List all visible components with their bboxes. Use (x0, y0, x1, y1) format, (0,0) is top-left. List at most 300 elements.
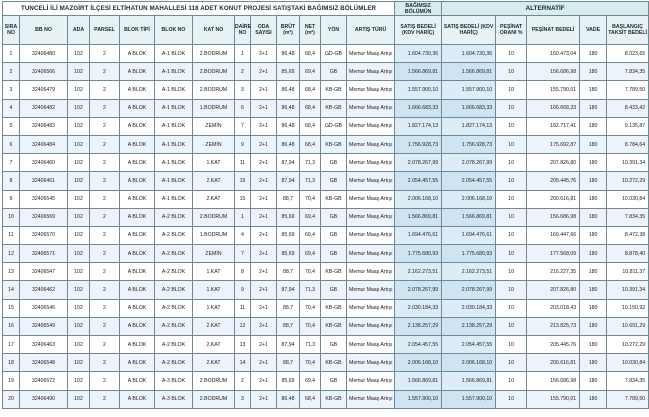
cell-satis-bedeli-alt: 2.006.168,10 (442, 354, 496, 372)
cell-parsel: 2 (90, 154, 120, 172)
cell-blok-tipi: A BLOK (120, 354, 155, 372)
cell-oda-sayisi: 2+1 (251, 135, 277, 153)
cell-vade: 180 (580, 336, 607, 354)
cell-net: 71,3 (300, 281, 321, 299)
cell-bb-no: 32406566 (20, 63, 68, 81)
cell-daire-no: 12 (235, 317, 251, 335)
cell-sira-no: 3 (3, 81, 20, 99)
cell-ada: 102 (68, 117, 90, 135)
table-row (3, 190, 649, 208)
cell-parsel: 2 (90, 390, 120, 408)
cell-vade: 180 (580, 245, 607, 263)
cell-satis-bedeli-alt: 1.827.174,13 (442, 117, 496, 135)
cell-kat-no: 1.BODRUM (193, 99, 235, 117)
cell-vade: 180 (580, 45, 607, 63)
cell-parsel: 2 (90, 81, 120, 99)
cell-parsel: 2 (90, 245, 120, 263)
cell-pesinat-orani: 10 (496, 45, 527, 63)
col-header: BB NO (20, 16, 68, 45)
cell-blok-no: A-2 BLOK (155, 317, 193, 335)
cell-sira-no: 4 (3, 99, 20, 117)
cell-brut: 86,48 (277, 135, 300, 153)
cell-vade: 180 (580, 63, 607, 81)
cell-pesinat-bedeli: 156.686,98 (527, 63, 580, 81)
cell-pesinat-orani: 10 (496, 208, 527, 226)
cell-kat-no: 1.KAT (193, 154, 235, 172)
cell-taksit-bedeli: 10.811,37 (607, 263, 649, 281)
cell-ada: 102 (68, 154, 90, 172)
cell-satis-bedeli: 1.756.928,73 (395, 135, 442, 153)
cell-blok-tipi: A BLOK (120, 317, 155, 335)
cell-taksit-bedeli: 10.391,34 (607, 281, 649, 299)
cell-yon: GD-GB (321, 117, 347, 135)
table-row (3, 63, 649, 81)
cell-artis-turu: Memur Maaş Artışı (347, 63, 395, 81)
cell-kat-no: 1.KAT (193, 281, 235, 299)
cell-sira-no: 15 (3, 299, 20, 317)
cell-ada: 102 (68, 336, 90, 354)
cell-kat-no: ZEMİN (193, 117, 235, 135)
cell-artis-turu: Memur Maaş Artışı (347, 263, 395, 281)
cell-ada: 102 (68, 317, 90, 335)
col-header: SATIŞ BEDELİ (KDV HARİÇ) (442, 16, 496, 45)
cell-vade: 180 (580, 117, 607, 135)
cell-satis-bedeli-alt: 2.078.267,99 (442, 154, 496, 172)
cell-daire-no: 11 (235, 154, 251, 172)
cell-net: 69,4 (300, 372, 321, 390)
cell-artis-turu: Memur Maaş Artışı (347, 172, 395, 190)
col-header: BAŞLANGIÇ TAKSİT BEDELİ (607, 16, 649, 45)
cell-vade: 180 (580, 226, 607, 244)
cell-oda-sayisi: 2+1 (251, 354, 277, 372)
col-header: PARSEL (90, 16, 120, 45)
cell-daire-no: 3 (235, 390, 251, 408)
table-row (3, 226, 649, 244)
cell-yon: GB (321, 172, 347, 190)
cell-taksit-bedeli: 8.433,42 (607, 99, 649, 117)
cell-yon: KB-GB (321, 263, 347, 281)
cell-blok-no: A-1 BLOK (155, 154, 193, 172)
cell-daire-no: 15 (235, 190, 251, 208)
cell-pesinat-bedeli: 160.473,04 (527, 45, 580, 63)
cell-parsel: 2 (90, 299, 120, 317)
cell-brut: 87,94 (277, 172, 300, 190)
cell-kat-no: 2.BODRUM (193, 63, 235, 81)
cell-sira-no: 18 (3, 354, 20, 372)
cell-oda-sayisi: 2+1 (251, 281, 277, 299)
table-row (3, 372, 649, 390)
cell-daire-no: 2 (235, 63, 251, 81)
cell-artis-turu: Memur Maaş Artışı (347, 154, 395, 172)
cell-bb-no: 32406463 (20, 336, 68, 354)
cell-kat-no: 2.KAT (193, 354, 235, 372)
cell-blok-tipi: A BLOK (120, 336, 155, 354)
cell-sira-no: 8 (3, 172, 20, 190)
cell-pesinat-bedeli: 175.692,87 (527, 135, 580, 153)
cell-ada: 102 (68, 263, 90, 281)
cell-ada: 102 (68, 281, 90, 299)
cell-blok-tipi: A BLOK (120, 81, 155, 99)
cell-vade: 180 (580, 299, 607, 317)
cell-daire-no: 9 (235, 135, 251, 153)
cell-pesinat-orani: 10 (496, 263, 527, 281)
cell-yon: GB (321, 336, 347, 354)
cell-daire-no: 3 (235, 81, 251, 99)
cell-brut: 88,7 (277, 299, 300, 317)
cell-bb-no: 32406480 (20, 45, 68, 63)
cell-taksit-bedeli: 10.030,84 (607, 190, 649, 208)
cell-pesinat-bedeli: 200.616,81 (527, 354, 580, 372)
cell-parsel: 2 (90, 63, 120, 81)
cell-pesinat-orani: 10 (496, 99, 527, 117)
cell-net: 70,4 (300, 354, 321, 372)
cell-satis-bedeli: 1.566.869,81 (395, 208, 442, 226)
cell-pesinat-bedeli: 166.668,33 (527, 99, 580, 117)
cell-net: 68,4 (300, 390, 321, 408)
cell-ada: 102 (68, 226, 90, 244)
table-row (3, 135, 649, 153)
cell-brut: 86,48 (277, 99, 300, 117)
cell-parsel: 2 (90, 317, 120, 335)
cell-taksit-bedeli: 9.135,87 (607, 117, 649, 135)
cell-ada: 102 (68, 135, 90, 153)
cell-daire-no: 11 (235, 299, 251, 317)
cell-taksit-bedeli: 10.150,92 (607, 299, 649, 317)
cell-yon: KB-GB (321, 317, 347, 335)
cell-kat-no: 2.KAT (193, 190, 235, 208)
cell-satis-bedeli: 1.557.900,10 (395, 81, 442, 99)
cell-blok-tipi: A BLOK (120, 99, 155, 117)
cell-taksit-bedeli: 10.272,29 (607, 172, 649, 190)
cell-blok-tipi: A BLOK (120, 372, 155, 390)
cell-blok-no: A-3 BLOK (155, 372, 193, 390)
cell-daire-no: 8 (235, 263, 251, 281)
cell-satis-bedeli: 1.827.174,13 (395, 117, 442, 135)
cell-blok-tipi: A BLOK (120, 135, 155, 153)
cell-pesinat-orani: 10 (496, 390, 527, 408)
cell-ada: 102 (68, 354, 90, 372)
table-row (3, 81, 649, 99)
cell-pesinat-orani: 10 (496, 354, 527, 372)
cell-satis-bedeli-alt: 1.566.869,81 (442, 63, 496, 81)
col-header: SIRA NO (3, 16, 20, 45)
cell-sira-no: 2 (3, 63, 20, 81)
cell-bb-no: 32406572 (20, 372, 68, 390)
cell-parsel: 2 (90, 263, 120, 281)
cell-blok-no: A-1 BLOK (155, 63, 193, 81)
cell-pesinat-bedeli: 169.447,66 (527, 226, 580, 244)
cell-vade: 180 (580, 354, 607, 372)
table-row (3, 263, 649, 281)
cell-blok-tipi: A BLOK (120, 208, 155, 226)
cell-taksit-bedeli: 8.784,64 (607, 135, 649, 153)
cell-sira-no: 20 (3, 390, 20, 408)
group-header-bagimsiz: BAĞIMSIZ BÖLÜMÜN (395, 2, 442, 16)
cell-yon: GB (321, 245, 347, 263)
cell-kat-no: 2.KAT (193, 317, 235, 335)
cell-daire-no: 1 (235, 45, 251, 63)
cell-net: 68,4 (300, 81, 321, 99)
cell-blok-no: A-2 BLOK (155, 281, 193, 299)
cell-bb-no: 32406546 (20, 299, 68, 317)
cell-sira-no: 17 (3, 336, 20, 354)
cell-vade: 180 (580, 208, 607, 226)
cell-yon: GB (321, 208, 347, 226)
cell-artis-turu: Memur Maaş Artışı (347, 208, 395, 226)
cell-sira-no: 16 (3, 317, 20, 335)
cell-taksit-bedeli: 7.834,35 (607, 372, 649, 390)
cell-sira-no: 12 (3, 245, 20, 263)
cell-pesinat-orani: 10 (496, 372, 527, 390)
cell-pesinat-bedeli: 177.568,09 (527, 245, 580, 263)
cell-taksit-bedeli: 8.472,38 (607, 226, 649, 244)
cell-sira-no: 10 (3, 208, 20, 226)
cell-satis-bedeli: 1.566.869,81 (395, 63, 442, 81)
cell-pesinat-orani: 10 (496, 226, 527, 244)
cell-parsel: 2 (90, 99, 120, 117)
cell-ada: 102 (68, 390, 90, 408)
cell-oda-sayisi: 2+1 (251, 63, 277, 81)
cell-pesinat-bedeli: 205.445,76 (527, 336, 580, 354)
cell-net: 71,3 (300, 172, 321, 190)
cell-brut: 85,69 (277, 226, 300, 244)
cell-brut: 85,69 (277, 63, 300, 81)
cell-ada: 102 (68, 299, 90, 317)
cell-sira-no: 19 (3, 372, 20, 390)
cell-satis-bedeli: 1.694.476,61 (395, 226, 442, 244)
cell-vade: 180 (580, 99, 607, 117)
cell-ada: 102 (68, 81, 90, 99)
cell-brut: 86,48 (277, 117, 300, 135)
cell-blok-no: A-1 BLOK (155, 172, 193, 190)
cell-brut: 85,69 (277, 245, 300, 263)
cell-oda-sayisi: 2+1 (251, 45, 277, 63)
cell-satis-bedeli: 2.078.267,99 (395, 154, 442, 172)
cell-pesinat-bedeli: 156.686,98 (527, 372, 580, 390)
cell-parsel: 2 (90, 135, 120, 153)
cell-pesinat-orani: 10 (496, 281, 527, 299)
cell-oda-sayisi: 2+1 (251, 245, 277, 263)
cell-blok-no: A-1 BLOK (155, 190, 193, 208)
cell-oda-sayisi: 2+1 (251, 372, 277, 390)
cell-oda-sayisi: 2+1 (251, 263, 277, 281)
cell-satis-bedeli: 1.557.900,10 (395, 390, 442, 408)
cell-oda-sayisi: 2+1 (251, 154, 277, 172)
cell-kat-no: ZEMİN (193, 245, 235, 263)
cell-net: 69,4 (300, 226, 321, 244)
cell-kat-no: 2.BODRUM (193, 81, 235, 99)
cell-blok-tipi: A BLOK (120, 172, 155, 190)
cell-daire-no: 7 (235, 117, 251, 135)
cell-pesinat-orani: 10 (496, 336, 527, 354)
col-header: NET (m²) (300, 16, 321, 45)
cell-yon: KB-GB (321, 354, 347, 372)
cell-blok-no: A-2 BLOK (155, 336, 193, 354)
cell-parsel: 2 (90, 208, 120, 226)
col-header: ADA (68, 16, 90, 45)
cell-kat-no: ZEMİN (193, 135, 235, 153)
cell-kat-no: 2.BODRUM (193, 372, 235, 390)
cell-vade: 180 (580, 317, 607, 335)
cell-yon: KB-GB (321, 390, 347, 408)
cell-kat-no: 2.KAT (193, 336, 235, 354)
cell-artis-turu: Memur Maaş Artışı (347, 390, 395, 408)
cell-taksit-bedeli: 10.272,29 (607, 336, 649, 354)
cell-bb-no: 32406569 (20, 208, 68, 226)
cell-oda-sayisi: 2+1 (251, 299, 277, 317)
col-header: BRÜT (m²) (277, 16, 300, 45)
cell-pesinat-bedeli: 182.717,41 (527, 117, 580, 135)
cell-bb-no: 32406547 (20, 263, 68, 281)
cell-satis-bedeli-alt: 2.138.257,29 (442, 317, 496, 335)
cell-bb-no: 32406482 (20, 99, 68, 117)
cell-artis-turu: Memur Maaş Artışı (347, 117, 395, 135)
cell-bb-no: 32406462 (20, 281, 68, 299)
cell-artis-turu: Memur Maaş Artışı (347, 372, 395, 390)
cell-parsel: 2 (90, 117, 120, 135)
cell-bb-no: 32406460 (20, 154, 68, 172)
cell-sira-no: 7 (3, 154, 20, 172)
cell-artis-turu: Memur Maaş Artışı (347, 281, 395, 299)
cell-satis-bedeli: 2.030.184,33 (395, 299, 442, 317)
cell-satis-bedeli-alt: 1.557.900,10 (442, 390, 496, 408)
cell-pesinat-bedeli: 200.616,81 (527, 190, 580, 208)
cell-sira-no: 5 (3, 117, 20, 135)
cell-blok-no: A-1 BLOK (155, 99, 193, 117)
cell-yon: KB-GB (321, 135, 347, 153)
cell-sira-no: 14 (3, 281, 20, 299)
cell-satis-bedeli: 1.775.680,93 (395, 245, 442, 263)
cell-pesinat-bedeli: 207.826,80 (527, 154, 580, 172)
cell-blok-tipi: A BLOK (120, 281, 155, 299)
cell-satis-bedeli: 2.054.457,55 (395, 172, 442, 190)
cell-net: 68,4 (300, 99, 321, 117)
cell-oda-sayisi: 2+1 (251, 99, 277, 117)
cell-bb-no: 32406479 (20, 81, 68, 99)
table-row (3, 281, 649, 299)
cell-sira-no: 6 (3, 135, 20, 153)
cell-oda-sayisi: 2+1 (251, 117, 277, 135)
cell-satis-bedeli-alt: 1.756.928,73 (442, 135, 496, 153)
cell-artis-turu: Memur Maaş Artışı (347, 299, 395, 317)
cell-kat-no: 1.BODRUM (193, 226, 235, 244)
table-row (3, 117, 649, 135)
cell-yon: KB-GB (321, 81, 347, 99)
cell-brut: 85,69 (277, 372, 300, 390)
cell-blok-tipi: A BLOK (120, 45, 155, 63)
cell-bb-no: 32406571 (20, 245, 68, 263)
cell-sira-no: 11 (3, 226, 20, 244)
cell-kat-no: 2.BODRUM (193, 390, 235, 408)
cell-blok-tipi: A BLOK (120, 190, 155, 208)
cell-artis-turu: Memur Maaş Artışı (347, 45, 395, 63)
cell-brut: 88,7 (277, 317, 300, 335)
cell-daire-no: 9 (235, 281, 251, 299)
cell-sira-no: 9 (3, 190, 20, 208)
cell-bb-no: 32406490 (20, 390, 68, 408)
group-header-alternatif: ALTERNATİF (442, 2, 649, 16)
cell-pesinat-orani: 10 (496, 81, 527, 99)
cell-vade: 180 (580, 190, 607, 208)
table-row (3, 336, 649, 354)
cell-brut: 88,7 (277, 190, 300, 208)
cell-pesinat-bedeli: 207.826,80 (527, 281, 580, 299)
cell-satis-bedeli-alt: 2.030.184,33 (442, 299, 496, 317)
cell-blok-no: A-1 BLOK (155, 81, 193, 99)
table-title: TUNCELİ İLİ MAZGİRT İLÇESİ ELTİHATUN MAHALLESİ 118 ADET KONUT PROJESİ SATIŞTAKİ BAĞIMSIZ BÖLÜMLER (3, 2, 395, 16)
cell-taksit-bedeli: 10.691,29 (607, 317, 649, 335)
cell-artis-turu: Memur Maaş Artışı (347, 354, 395, 372)
cell-oda-sayisi: 2+1 (251, 317, 277, 335)
cell-pesinat-orani: 10 (496, 63, 527, 81)
cell-kat-no: 2.BODRUM (193, 45, 235, 63)
cell-ada: 102 (68, 190, 90, 208)
cell-blok-tipi: A BLOK (120, 117, 155, 135)
cell-yon: GB (321, 372, 347, 390)
cell-vade: 180 (580, 263, 607, 281)
cell-net: 70,4 (300, 190, 321, 208)
cell-oda-sayisi: 2+1 (251, 190, 277, 208)
cell-vade: 180 (580, 281, 607, 299)
cell-parsel: 2 (90, 354, 120, 372)
cell-satis-bedeli-alt: 2.006.168,10 (442, 190, 496, 208)
cell-net: 68,4 (300, 117, 321, 135)
cell-blok-no: A-2 BLOK (155, 226, 193, 244)
cell-ada: 102 (68, 208, 90, 226)
cell-bb-no: 32406570 (20, 226, 68, 244)
table-row (3, 317, 649, 335)
cell-brut: 88,7 (277, 263, 300, 281)
cell-satis-bedeli-alt: 1.566.869,81 (442, 208, 496, 226)
cell-satis-bedeli: 2.054.457,55 (395, 336, 442, 354)
cell-yon: KB-GB (321, 299, 347, 317)
cell-parsel: 2 (90, 45, 120, 63)
cell-net: 70,4 (300, 263, 321, 281)
cell-parsel: 2 (90, 226, 120, 244)
cell-pesinat-orani: 10 (496, 299, 527, 317)
cell-blok-tipi: A BLOK (120, 245, 155, 263)
cell-net: 71,3 (300, 154, 321, 172)
cell-blok-tipi: A BLOK (120, 390, 155, 408)
cell-satis-bedeli: 2.162.273,51 (395, 263, 442, 281)
cell-pesinat-bedeli: 213.825,73 (527, 317, 580, 335)
cell-blok-no: A-2 BLOK (155, 299, 193, 317)
col-header: BLOK NO (155, 16, 193, 45)
table-row (3, 299, 649, 317)
cell-pesinat-bedeli: 155.790,01 (527, 81, 580, 99)
cell-brut: 87,94 (277, 154, 300, 172)
cell-satis-bedeli-alt: 2.054.457,55 (442, 336, 496, 354)
cell-parsel: 2 (90, 336, 120, 354)
cell-satis-bedeli: 1.566.869,81 (395, 372, 442, 390)
cell-blok-tipi: A BLOK (120, 299, 155, 317)
cell-taksit-bedeli: 8.878,40 (607, 245, 649, 263)
cell-pesinat-orani: 10 (496, 172, 527, 190)
cell-ada: 102 (68, 63, 90, 81)
cell-parsel: 2 (90, 281, 120, 299)
col-header: KAT NO (193, 16, 235, 45)
cell-blok-no: A-1 BLOK (155, 135, 193, 153)
cell-satis-bedeli: 2.006.168,10 (395, 190, 442, 208)
cell-artis-turu: Memur Maaş Artışı (347, 81, 395, 99)
cell-satis-bedeli: 2.078.267,99 (395, 281, 442, 299)
cell-satis-bedeli: 2.006.168,10 (395, 354, 442, 372)
cell-oda-sayisi: 2+1 (251, 226, 277, 244)
cell-satis-bedeli-alt: 1.604.730,36 (442, 45, 496, 63)
cell-kat-no: 1.KAT (193, 263, 235, 281)
col-header: PEŞİNAT ORANI % (496, 16, 527, 45)
col-header: DAİRE NO (235, 16, 251, 45)
